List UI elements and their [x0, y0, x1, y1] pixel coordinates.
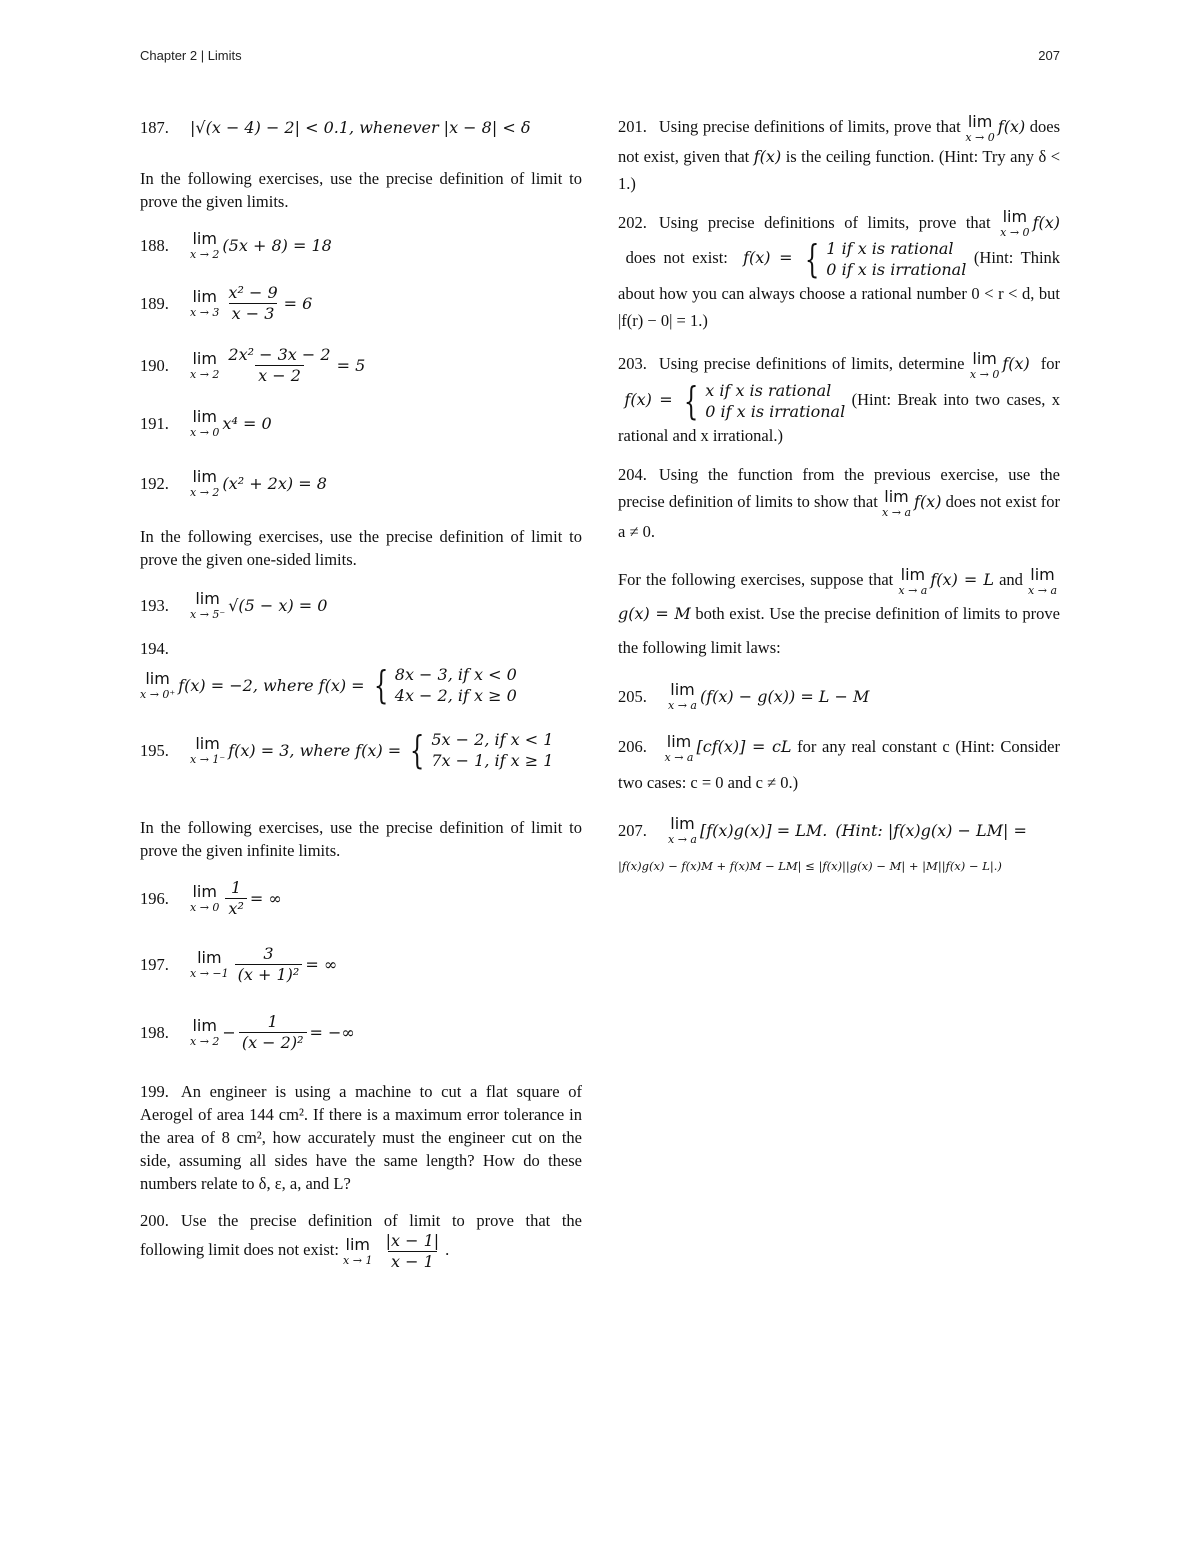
exercise-expression: f(x)	[1002, 354, 1030, 374]
exercise-text: Using the function from the previous exercise, use the precise definition of limits to show that	[618, 465, 1060, 512]
exercise-201	[618, 113, 1060, 197]
limit-operator: lim x → 3	[190, 286, 220, 319]
exercise-number: 202.	[618, 212, 647, 232]
fraction: $\frac{\text{x² − 9}}{x - 3}$	[228, 282, 278, 323]
limit-operator: lim x → 2	[190, 466, 220, 499]
exercise-lhs: −	[222, 1022, 236, 1042]
exercise-199	[140, 1080, 582, 1195]
limit-operator: lim x → 2	[190, 228, 220, 261]
limit-operator: lim x → a	[882, 486, 912, 519]
limit-operator: lim x → a	[898, 564, 928, 597]
exercise-196	[140, 876, 582, 920]
limit-operator: lim x → −1	[190, 947, 229, 980]
exercise-expression: f(x) =	[743, 248, 793, 268]
exercise-expression: √(5 − x) = 0	[228, 595, 328, 615]
exercise-203	[618, 350, 1060, 449]
exercise-189	[140, 281, 582, 325]
exercise-number: 187.	[140, 117, 169, 137]
fraction: $\frac{3}{\text{(x + 1)²}}$	[235, 945, 303, 983]
fraction: $\frac{|x - 1|}{x - 1}$	[385, 1231, 440, 1271]
exercise-193	[140, 583, 582, 627]
running-header: Chapter 2 | Limits	[140, 48, 242, 63]
exercise-number: 200.	[140, 1211, 169, 1230]
fraction: $\frac{1}{\text{(x − 2)²}}$	[239, 1013, 307, 1051]
exercise-expression: f(x)	[753, 146, 782, 166]
exercise-191	[140, 401, 582, 445]
exercise-text: (Hint: Think about how you can always choose a rational number 0 < r < d, but |f(r) − 0| = 1.)	[618, 248, 1061, 331]
exercise-rhs: = 5	[336, 355, 366, 375]
exercise-hint: (Hint: |f(x)g(x) − LM| =	[835, 821, 1027, 841]
exercise-expression: x⁴ = 0	[222, 413, 272, 433]
fraction: $\frac{\text{2x² − 3x − 2}}{x - 2}$	[228, 344, 331, 385]
exercise-number: 192.	[140, 473, 169, 493]
exercise-number: 205.	[618, 687, 647, 707]
exercise-expression: f(x) = 3, where f(x) =	[228, 740, 402, 760]
exercise-number: 191.	[140, 413, 169, 433]
exercise-198	[140, 1010, 582, 1054]
exercise-text: does not exist for a ≠ 0.	[618, 492, 1060, 541]
exercise-expression: (f(x) − g(x)) = L − M	[699, 687, 870, 707]
exercise-number: 196.	[140, 888, 169, 908]
exercise-expression: [cf(x)] = cL	[696, 736, 792, 756]
exercise-text: Using precise definitions of limits, prove that	[658, 212, 991, 232]
exercise-expression: |√(x − 4) − 2| < 0.1, whenever |x − 8| < δ	[190, 117, 531, 137]
exercise-number: 188.	[140, 235, 169, 255]
exercise-206	[618, 729, 1060, 801]
limit-operator: lim x → 5⁻	[190, 588, 226, 621]
limit-operator: lim x → a	[664, 731, 694, 764]
exercise-number: 203.	[618, 354, 647, 374]
exercise-expression: f(x) =	[624, 389, 673, 409]
exercise-expression: f(x) = L	[930, 569, 994, 589]
exercise-expression: f(x)	[1032, 212, 1060, 232]
piecewise-definition: { 8x − 3, if x < 0 4x − 2, if x ≥ 0	[373, 663, 517, 707]
exercise-number: 207.	[618, 821, 647, 841]
exercise-hint-continued: |f(x)g(x) − f(x)M + f(x)M − LM| ≤ |f(x)||g(x) − M| + |M||f(x) − L|.)	[618, 858, 1002, 873]
limit-operator: lim x → 0	[965, 111, 995, 144]
exercise-number: 193.	[140, 595, 169, 615]
piecewise-definition: { x if x is rational 0 if x is irrational	[683, 379, 846, 424]
exercise-207	[618, 813, 1060, 878]
limit-operator: lim x → 0	[190, 881, 220, 914]
limit-operator: lim x → 0	[1000, 207, 1030, 240]
exercise-rhs: = ∞	[305, 954, 338, 974]
exercise-197	[140, 942, 582, 986]
instructions-one-sided: In the following exercises, use the precise definition of limit to prove the given one-sided limits.	[140, 527, 582, 569]
exercise-number: 189.	[140, 293, 169, 313]
exercise-number: 197.	[140, 954, 169, 974]
exercise-200: 200. Use the precise definition of limit to prove that the following limit does not exist: lim x → 1 $\frac{|x - 1|}{x - 1}$ .	[140, 1211, 582, 1271]
exercise-expression: f(x)	[914, 492, 942, 512]
limit-operator: lim x → 1	[343, 1234, 373, 1267]
exercise-text: for any real constant c (Hint: Consider two cases: c = 0 and c ≠ 0.)	[618, 736, 1060, 792]
limit-operator: lim x → a	[668, 680, 697, 713]
exercise-expression: (5x + 8) = 18	[222, 235, 332, 255]
page-number: 207	[1038, 48, 1060, 63]
exercise-text: Using precise definitions of limits, prove that	[658, 117, 961, 136]
exercise-190	[140, 343, 582, 387]
exercise-number: 190.	[140, 355, 169, 375]
exercise-text: is the ceiling function. (Hint: Try any δ < 1.)	[618, 146, 1061, 193]
left-column	[140, 113, 582, 1270]
exercise-expression: f(x) = −2, where f(x) =	[178, 675, 365, 695]
exercise-number: 194.	[140, 639, 169, 658]
exercise-text: An engineer is using a machine to cut a flat square of Aerogel of area 144 cm². If there is a maximum error tolerance in the area of 8 cm², how accurately must the engineer cut on the side, assuming all sides have the same length? How do these numbers relate to δ, ε, a, and L?	[140, 1082, 582, 1193]
exercise-number: 199.	[140, 1082, 169, 1101]
exercise-number: 206.	[618, 736, 647, 756]
exercise-text: does not exist:	[625, 248, 728, 268]
piecewise-definition: { 1 if x is rational 0 if x is irrational	[804, 237, 967, 282]
exercise-187	[140, 113, 582, 141]
exercise-number: 204.	[618, 465, 647, 485]
limit-operator: lim x → 2	[190, 1015, 220, 1048]
exercise-192	[140, 461, 582, 505]
piecewise-definition: { 5x − 2, if x < 1 7x − 1, if x ≥ 1	[410, 728, 554, 772]
exercise-194	[140, 637, 582, 710]
exercise-expression: g(x) = M	[618, 603, 691, 623]
limit-operator: lim x → 0	[190, 406, 220, 439]
instructions-text: both exist. Use the precise definition of limits to prove the following limit laws:	[618, 603, 1061, 657]
exercise-188	[140, 223, 582, 267]
exercise-text: (Hint: Break into two cases, x rational and x irrational.)	[618, 389, 1061, 446]
instructions-limit-laws	[618, 563, 1060, 665]
exercise-text: does not exist, given that	[618, 117, 1061, 166]
instructions-text: For the following exercises, suppose that	[618, 569, 894, 589]
fraction: $\frac{1}{\text{x²}}$	[225, 879, 246, 917]
limit-operator: lim x → 0⁺	[140, 668, 176, 701]
exercise-expression: f(x)	[997, 117, 1026, 136]
limit-operator: lim x → a	[1028, 564, 1058, 597]
right-column	[618, 113, 1060, 878]
exercise-number: 198.	[140, 1022, 169, 1042]
limit-operator: lim x → 0	[969, 349, 1000, 382]
instructions-limits: In the following exercises, use the precise definition of limit to prove the given limits.	[140, 169, 582, 211]
limit-operator: lim x → 2	[190, 348, 220, 381]
exercise-205	[618, 675, 1060, 719]
exercise-text: Using precise definitions of limits, determine	[658, 354, 965, 374]
exercise-204	[618, 461, 1060, 545]
exercise-text: Use the precise definition of limit to prove that the following limit does not exist:	[140, 1211, 582, 1259]
exercise-expression: (x² + 2x) = 8	[222, 473, 327, 493]
exercise-number: 201.	[618, 117, 647, 136]
exercise-rhs: = 6	[283, 293, 313, 313]
limit-operator: lim x → a	[668, 814, 697, 847]
instructions-infinite: In the following exercises, use the precise definition of limit to prove the given infinite limits.	[140, 818, 582, 860]
exercise-number: 195.	[140, 740, 169, 760]
exercise-text: for	[1040, 354, 1060, 374]
exercise-202	[618, 209, 1060, 335]
exercise-195	[140, 722, 582, 778]
limit-operator: lim x → 1⁻	[190, 733, 226, 766]
exercise-rhs: = ∞	[249, 888, 282, 908]
exercise-rhs: = −∞	[309, 1022, 355, 1042]
instructions-text: and	[999, 569, 1023, 589]
exercise-expression: [f(x)g(x)] = LM.	[699, 821, 828, 841]
